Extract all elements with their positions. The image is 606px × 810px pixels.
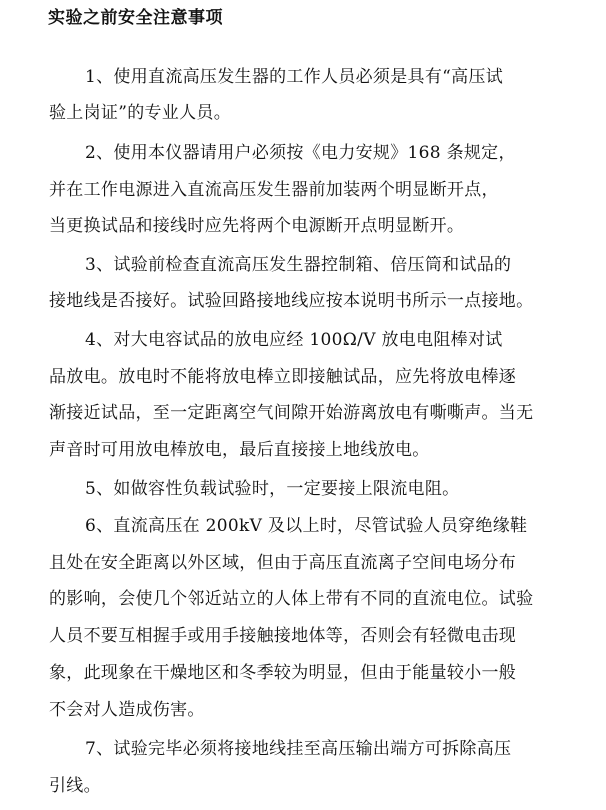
- paragraph-6-line-6: 不会对人造成伤害。: [49, 700, 205, 720]
- page-title: 实验之前安全注意事项: [48, 8, 223, 28]
- paragraph-6-line-3: 的影响，会使几个邻近站立的人体上带有不同的直流电位。试验: [49, 589, 534, 609]
- paragraph-7-line-1: 7、试验完毕必须将接地线挂至高压输出端方可拆除高压: [85, 739, 512, 759]
- paragraph-2-line-2: 并在工作电源进入直流高压发生器前加装两个明显断开点，: [49, 180, 499, 200]
- paragraph-1-line-1: 1、使用直流高压发生器的工作人员必须是具有“高压试: [85, 67, 504, 87]
- paragraph-5-line-1: 5、如做容性负载试验时，一定要接上限流电阻。: [85, 479, 460, 499]
- paragraph-2-line-1: 2、使用本仪器请用户必须按《电力安规》168 条规定，: [85, 143, 516, 163]
- paragraph-4-line-4: 声音时可用放电棒放电，最后直接接上地线放电。: [49, 440, 430, 460]
- paragraph-4-line-2: 品放电。放电时不能将放电棒立即接触试品，应先将放电棒逐: [49, 367, 517, 387]
- paragraph-4-line-3: 渐接近试品，至一定距离空气间隙开始游离放电有嘶嘶声。当无: [49, 403, 534, 423]
- paragraph-6-line-5: 象，此现象在干燥地区和冬季较为明显，但由于能量较小一般: [49, 663, 517, 683]
- paragraph-7-line-2: 引线。: [49, 776, 101, 796]
- paragraph-4-line-1: 4、对大电容试品的放电应经 100Ω/V 放电电阻棒对试: [85, 330, 503, 350]
- paragraph-2-line-3: 当更换试品和接线时应先将两个电源断开点明显断开。: [49, 216, 465, 236]
- paragraph-3-line-1: 3、试验前检查直流高压发生器控制箱、倍压筒和试品的: [85, 255, 512, 275]
- paragraph-6-line-2: 且处在安全距离以外区域，但由于高压直流离子空间电场分布: [49, 553, 517, 573]
- paragraph-1-line-2: 验上岗证”的专业人员。: [49, 103, 231, 123]
- paragraph-3-line-2: 接地线是否接好。试验回路接地线应按本说明书所示一点接地。: [49, 291, 534, 311]
- paragraph-6-line-1: 6、直流高压在 200kV 及以上时，尽管试验人员穿绝缘鞋: [85, 516, 528, 536]
- paragraph-6-line-4: 人员不要互相握手或用手接触接地体等，否则会有轻微电击现: [49, 626, 517, 646]
